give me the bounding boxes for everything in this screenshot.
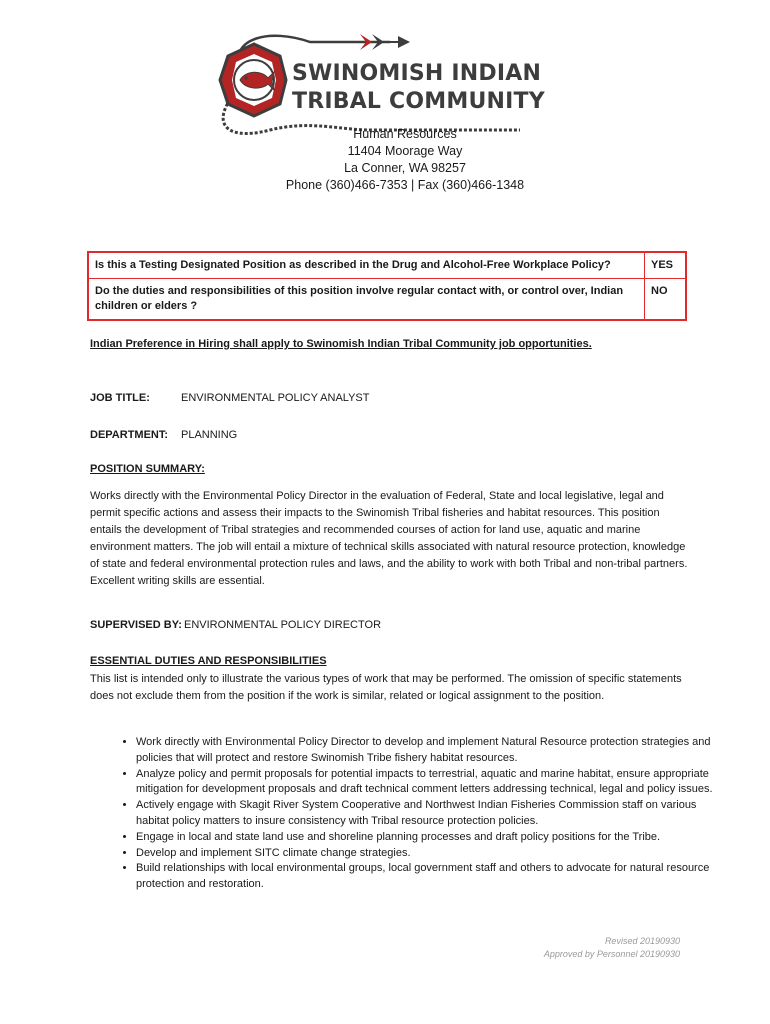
preference-note: Indian Preference in Hiring shall apply to Swinomish Indian Tribal Community job opportunities. [90,338,592,350]
supervised-value: ENVIRONMENTAL POLICY DIRECTOR [184,619,382,631]
address-line: Human Resources [353,127,457,141]
policy-answer: NO [645,279,687,321]
address-line: Phone (360)466-7353 | Fax (360)466-1348 [285,178,525,192]
supervised-label: SUPERVISED BY: [90,619,182,631]
org-name [292,60,545,116]
list-item: • Work directly with Environmental Policy Director to develop and implement Natural Resource protection strategies and policies that will protect and restore Swinomish Tribe fishery habitat resources. [136,735,726,767]
duties-intro: This list is intended only to illustrate the various types of work that may be performed. The omission of specific statements does not exclude them from the position if the work is similar, related or logical assignment to the position. [90,673,682,702]
list-item: • Engage in local and state land use and shoreline planning processes and draft policy positions for the Tribe. [136,830,726,846]
org-name-line2: TRIBAL COMMUNITY [292,89,545,114]
table-row [88,279,686,321]
list-item: • Develop and implement SITC climate change strategies. [136,846,726,862]
policy-table [87,251,687,321]
duties-heading: ESSENTIAL DUTIES AND RESPONSIBILITIES [90,655,327,667]
department-label: DEPARTMENT: [90,429,169,441]
address-line: La Conner, WA 98257 [344,161,466,175]
list-item: • Actively engage with Skagit River System Cooperative and Northwest Indian Fisheries Commission staff on various habitat policy matters to insure consistency with Tribal resource protection policies. [136,798,726,830]
department-value: PLANNING [181,429,238,441]
summary-heading: POSITION SUMMARY: [90,463,205,475]
address-line: 11404 Moorage Way [347,144,463,158]
approved-date: Approved by Personnel 20190930 [543,949,680,959]
job-title-value: ENVIRONMENTAL POLICY ANALYST [181,392,370,404]
job-title-label: JOB TITLE: [90,392,150,404]
footer [544,935,680,961]
policy-answer: YES [645,252,687,279]
address-block [0,126,770,194]
summary-text: Works directly with the Environmental Policy Director in the evaluation of Federal, State and local legislative, legal and permit specific actions and assess their impacts to the Swinomish Tribal fisheries and habitat resources. This position entails the development of Tribal strategies and recommended courses of action for land use, aquatic and marine environment matters. The job will entail a mixture of technical skills associated with natural resource protection, knowledge of state and federal environmental protection rules and laws, and the ability to work with both Tribal and non-tribal partners. Excellent writing skills are essential. [90,490,688,587]
policy-question: Do the duties and responsibilities of this position involve regular contact with, or control over, Indian children or elders ? [88,279,645,321]
duties-list [90,735,726,893]
list-item: • Build relationships with local environmental groups, local government staff and others to advocate for natural resource protection and restoration. [136,861,726,893]
list-item: • Analyze policy and permit proposals for potential impacts to terrestrial, aquatic and marine habitat, ensure appropriate mitigation for development proposals and draft technical comment letters addressing technical, legal and policy issues. [136,767,726,799]
table-row [88,252,686,279]
revised-date: Revised 20190930 [604,936,680,946]
org-name-line1: SWINOMISH INDIAN [292,61,542,86]
policy-question: Is this a Testing Designated Position as described in the Drug and Alcohol-Free Workplace Policy? [88,252,645,279]
